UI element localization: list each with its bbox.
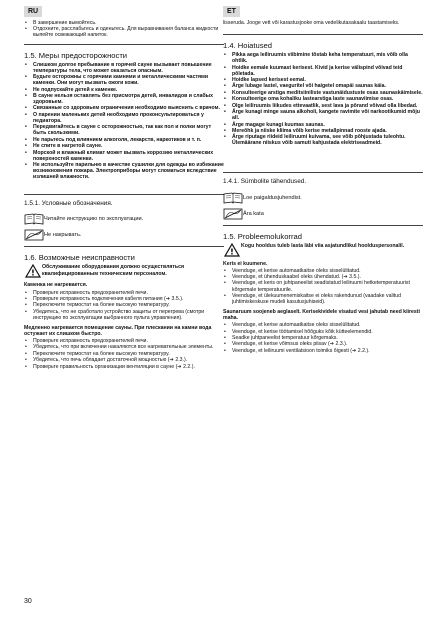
section-title-et-1-4-1: 1.4.1. Sümbolite tähendused.	[223, 178, 307, 186]
list-item: • Veenduge, et keris on juhtpaneelist seadistatud leiliruumi hetketemperatuurist kõrgemale temperatuurile.	[223, 280, 423, 292]
list-item: • О парении маленьких детей необходимо проконсультироваться у педиатора.	[24, 112, 224, 124]
list-item: • Hoidke eemale kuumast kerisest. Kivid ja kerise välispind võivad teid põletada.	[223, 65, 423, 77]
list-item: • Морской и влажный климат может вызвать коррозию металлических поверхностей каменки.	[24, 150, 224, 162]
symbol-row-do-not-cover	[24, 229, 224, 241]
symbol-row-read-manual	[223, 192, 423, 204]
divider	[223, 172, 423, 173]
list-item: • Убедитесь, что не сработало устройство защиты от перегрева (смотри инструкцию по эксплуатации выбранного пульта управления).	[24, 309, 224, 321]
list-item: • Ärge kunagi minge sauna alkoholi, kangete ravimite või narkootikumid mõju all.	[223, 109, 423, 121]
list-item: • Не парьтесь под влиянием алкоголя, лекарств, наркотиков и т. п.	[24, 137, 224, 143]
list-item: • Ärge magage kunagi kuumas saunas.	[223, 122, 423, 128]
et-warnings-list	[223, 52, 423, 146]
list-item: • Veenduge, et ülekuumenemiskaitse ei oleks rakendunud (vaadake valitud juhtimiskeskuse mudeli kasutusjuhiseid).	[223, 293, 423, 305]
warning-text: Обслуживание оборудования должно осуществляться квалифицированным техническим персоналом.	[42, 264, 185, 277]
subheading: Keris ei kuumene.	[223, 260, 268, 267]
do-not-cover-icon	[223, 208, 243, 220]
do-not-cover-icon	[24, 229, 44, 241]
list-item: • Переключите термостат на более высокую температуру.	[24, 351, 224, 357]
page-number: 30	[24, 598, 32, 605]
list-item: • Ärge riputage riideid leiliruumi kuivama, see võib põhjustada tuleohtu. Ülemäärane niiskus võib samuti kahjustada elektriseadmeid.	[223, 134, 423, 146]
warning-text: Kogu hooldus tuleb lasta läbi viia asjatundlikul hoolduspersonalil.	[241, 242, 405, 249]
language-label-et: ET	[223, 6, 240, 17]
list-item: • Не используйте парильню в качестве сушилки для одежды во избежание возникновения пожара. Электроприборы могут сломаться вследствие излишней влажности.	[24, 162, 224, 180]
ru-troubleshoot-list-2	[24, 338, 224, 370]
list-item: • Не подпускайте детей к каменке.	[24, 87, 224, 93]
list-item: • Konsulteerige arstiga meditsiiniliste vastunäidustuste osas saunaskäimisele.	[223, 90, 423, 96]
list-item: • Veenduge, et leiliruumi ventilatsioon toimiks õigesti (➔ 2.2.).	[223, 348, 423, 354]
symbol-row-do-not-cover	[223, 208, 423, 220]
et-troubleshoot-list-1	[223, 268, 423, 305]
list-item: • Проверьте правильность организации вентиляции в сауне (➔ 2.2.).	[24, 364, 224, 370]
symbol-label: Не накрывать.	[44, 232, 82, 239]
list-item: • Проверьте исправность подключения кабеля питания (➔ 3.5.).	[24, 296, 224, 302]
list-item: • Передвигайтесь в сауне с осторожностью, так как пол и полки могут быть скользкими.	[24, 124, 224, 136]
et-intro-text: lisseruda. Jooge vett või karastusjooke oma vedelikutasakaalu taastamiseks.	[223, 20, 400, 26]
list-item: • Проверьте исправность предохранителей печи.	[24, 290, 224, 296]
list-item: • Pikka aega leiliruumis viibimine tõstab keha temperatuuri, mis võib olla ohtlik.	[223, 52, 423, 64]
symbol-row-read-manual	[24, 213, 224, 225]
list-item: • Слишком долгое пребывание в горячей сауне вызывает повышение температуры тела, что может оказаться опасным.	[24, 62, 224, 74]
section-title-et-1-4: 1.4. Hoiatused	[223, 41, 272, 51]
section-title-et-1-5: 1.5. Probleemolukorrad	[223, 231, 302, 241]
book-icon	[24, 213, 44, 225]
symbol-label: Ära kata	[243, 210, 264, 217]
list-item: • Ärge lubage lastel, vaeguritel või haigetel omapäi saunas käia.	[223, 83, 423, 89]
list-item: • Veenduge, et ühenduskaabel oleks ühendatud. (➔ 3.5.).	[223, 274, 423, 280]
list-item: • Seadke juhtpaneelist temperatuur kõrgemaks.	[223, 335, 423, 341]
list-item: • Hoidke lapsed kerisest eemal.	[223, 77, 423, 83]
list-item: • Veenduge, et kerise automaatkaitse oleks sisselülitatud.	[223, 322, 423, 328]
column-et	[223, 20, 423, 354]
divider	[223, 225, 423, 226]
ru-precautions-list	[24, 62, 224, 181]
section-title-ru-1-5-1: 1.5.1. Условные обозначения.	[24, 200, 113, 208]
list-item: • Переключите термостат на более высокую температуру.	[24, 302, 224, 308]
ru-intro-list	[24, 20, 224, 39]
list-item: • Убедитесь, что при включении накаляются все нагревательные элементы.	[24, 344, 224, 350]
book-icon	[223, 192, 243, 204]
list-item: • Не спите в нагретой сауне.	[24, 143, 224, 149]
ru-troubleshoot-list-1	[24, 290, 224, 321]
list-item: • Связанные со здоровьем ограничения необходимо выяснить с врачом.	[24, 105, 224, 111]
divider	[24, 194, 224, 195]
subheading: Каменка не нагревается.	[24, 282, 88, 289]
list-item: • Veenduge, et kerise automaatkaitse oleks sisselülitatud.	[223, 268, 423, 274]
symbol-label: Loe paigaldusjuhendist.	[243, 194, 302, 201]
symbol-label: Читайте инструкцию по эксплуатации.	[44, 216, 144, 223]
list-item: • Будьте осторожны с горячими камнями и металлическими частями каменки. Они могут вызвать ожоги кожи.	[24, 74, 224, 86]
section-title-ru-1-5: 1.5. Меры предосторожности	[24, 50, 128, 60]
divider	[24, 44, 224, 45]
section-title-ru-1-6: 1.6. Возможные неисправности	[24, 253, 135, 263]
list-item: • Konsulteerige oma kohaliku lastearstiga laste saunaviimise osas.	[223, 96, 423, 102]
warning-row-et	[223, 243, 423, 257]
list-item: • Проверьте исправность предохранителей печи.	[24, 338, 224, 344]
svg-text:!: !	[31, 268, 35, 278]
list-item: • Отдохните, расслабьтесь и оденьтесь. Для выравнивания баланса жидкости выпейте освежающий напиток.	[24, 26, 224, 38]
language-label-ru: RU	[24, 6, 42, 17]
subheading: Saunaruum soojeneb aeglaselt. Kerisekividele visatud vesi jahutab need kiiresti maha.	[223, 309, 420, 322]
warning-row-ru	[24, 264, 224, 278]
divider	[223, 34, 423, 35]
column-ru	[24, 20, 224, 370]
subheading: Медленно нагревается помещение сауны. При плескании на камни вода остужает их слишком быстро.	[24, 324, 212, 337]
list-item: • Olge leiliruumis liikudes ettevaatlik, sest lava ja põrand võivad olla libedad.	[223, 103, 423, 109]
warning-triangle-icon	[223, 243, 241, 257]
et-troubleshoot-list-2	[223, 322, 423, 354]
divider	[24, 246, 224, 247]
list-item: • Veenduge, et kerise töötamisel hõõguks kõik kütteelemendid.	[223, 329, 423, 335]
list-item: • В сауне нельзя оставлять без присмотра детей, инвалидов и слабых здоровьем.	[24, 93, 224, 105]
list-item: • В завершение вымойтесь.	[24, 20, 224, 26]
list-item: • Veenduge, et kerise võimsus oleks piisav (➔ 2.3.).	[223, 341, 423, 347]
svg-text:!: !	[230, 247, 234, 257]
list-item: • Убедитесь, что печь обладает достаточной мощностью (➔ 2.3.).	[24, 357, 224, 363]
warning-triangle-icon	[24, 264, 42, 278]
list-item: • Mereõhk ja niiske kliima võib kerise metallpinnad rooste ajada.	[223, 128, 423, 134]
